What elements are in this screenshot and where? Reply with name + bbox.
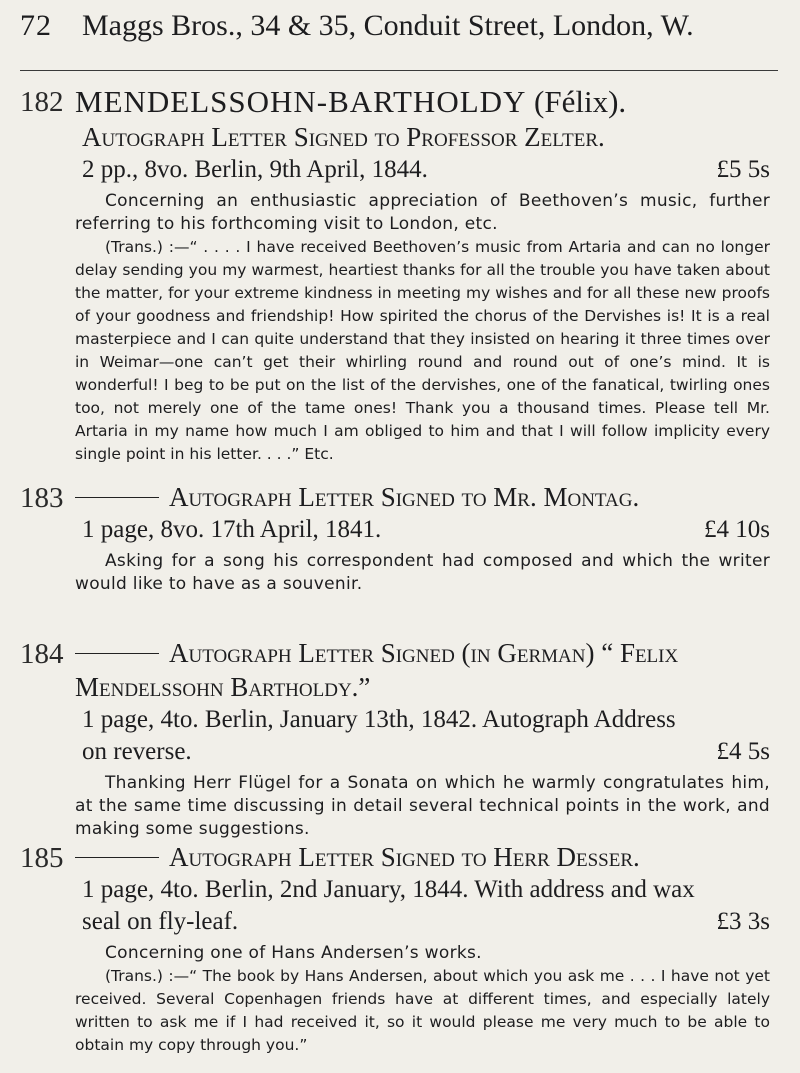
lot-title: Autograph Letter Signed to Professor Zelter. <box>82 122 605 152</box>
collation-text: 2 pp., 8vo. Berlin, 9th April, 1844. <box>82 156 428 183</box>
lot-description: Concerning one of Hans Andersen’s works. <box>105 943 482 963</box>
collation-text: 1 page, 4to. Berlin, 2nd January, 1844. With address and wax seal on fly-leaf. <box>82 876 695 935</box>
running-head <box>20 6 780 46</box>
lot-collation <box>75 514 770 546</box>
lot-price: £5 5s <box>716 156 770 183</box>
lot-number: 182 <box>20 86 64 118</box>
lot-price: £3 3s <box>716 908 770 935</box>
lot-collation <box>75 704 770 768</box>
lot-title: Autograph Letter Signed to Mr. Montag. <box>75 480 770 514</box>
lot-title: Autograph Letter Signed to Herr Desser. <box>75 840 770 874</box>
lot-collation <box>75 154 770 186</box>
composer-name: MENDELSSOHN-BARTHOLDY <box>75 84 526 119</box>
lot-quote: (Trans.) :—“ . . . . I have received Beethoven’s music from Artaria and can no longer delay sending you my warmest, heartiest thanks for all the trouble you have taken about the matter, for your extreme kindness in meeting my wishes and for all these new proofs of your goodness and friendship! How spirited the chorus of the Dervishes is! It is a real masterpiece and I can quite understand that they insisted on hearing it three times over in Weimar—one can’t get their whirling round and round out of one’s mind. It is wonderful! I beg to be put on the list of the dervishes, one of the fanatical, twirling ones too, not merely one of the tame ones! Thank you a thousand times. Please tell Mr. Artaria in my name how much I am obliged to him and that I will follow implicity every single point in his letter. . . .” Etc. <box>75 238 770 463</box>
lot-price: £4 5s <box>716 738 770 765</box>
collation-text: 1 page, 8vo. 17th April, 1841. <box>82 516 382 543</box>
collation-text: 1 page, 4to. Berlin, January 13th, 1842. Autograph Address on reverse. <box>82 706 676 765</box>
lot-title: Autograph Letter Signed (in German) “ Felix Mendelssohn Bartholdy.” <box>75 638 679 702</box>
lot-description: Concerning an enthusiastic appreciation of Beethoven’s music, further referring to his forthcoming visit to London, etc. <box>75 191 770 234</box>
lot-quote: (Trans.) :—“ The book by Hans Andersen, about which you ask me . . . I have not yet received. Several Copenhagen friends have at different times, and especially lately written to ask me if I had received it, so it would please me very much to be able to obtain my copy through you.” <box>75 967 770 1054</box>
lot-price: £4 10s <box>704 516 770 543</box>
publisher-line: Maggs Bros., 34 & 35, Conduit Street, London, W. <box>82 9 694 42</box>
ditto-dash <box>75 497 159 498</box>
composer-forename: (Félix). <box>534 84 627 119</box>
ditto-dash <box>75 857 159 858</box>
header-rule <box>20 70 778 71</box>
lot-description: Thanking Herr Flügel for a Sonata on which he warmly congratulates him, at the same time discussing in detail several technical points in the work, and making some suggestions. <box>75 773 770 839</box>
lot-number: 184 <box>20 638 64 670</box>
lot-heading <box>75 84 770 120</box>
lot-number: 183 <box>20 482 64 514</box>
lot-number: 185 <box>20 842 64 874</box>
page-number: 72 <box>20 9 52 42</box>
ditto-dash <box>75 653 159 654</box>
lot-description: Asking for a song his correspondent had composed and which the writer would like to have as a souvenir. <box>75 551 770 594</box>
lot-collation <box>75 874 770 938</box>
